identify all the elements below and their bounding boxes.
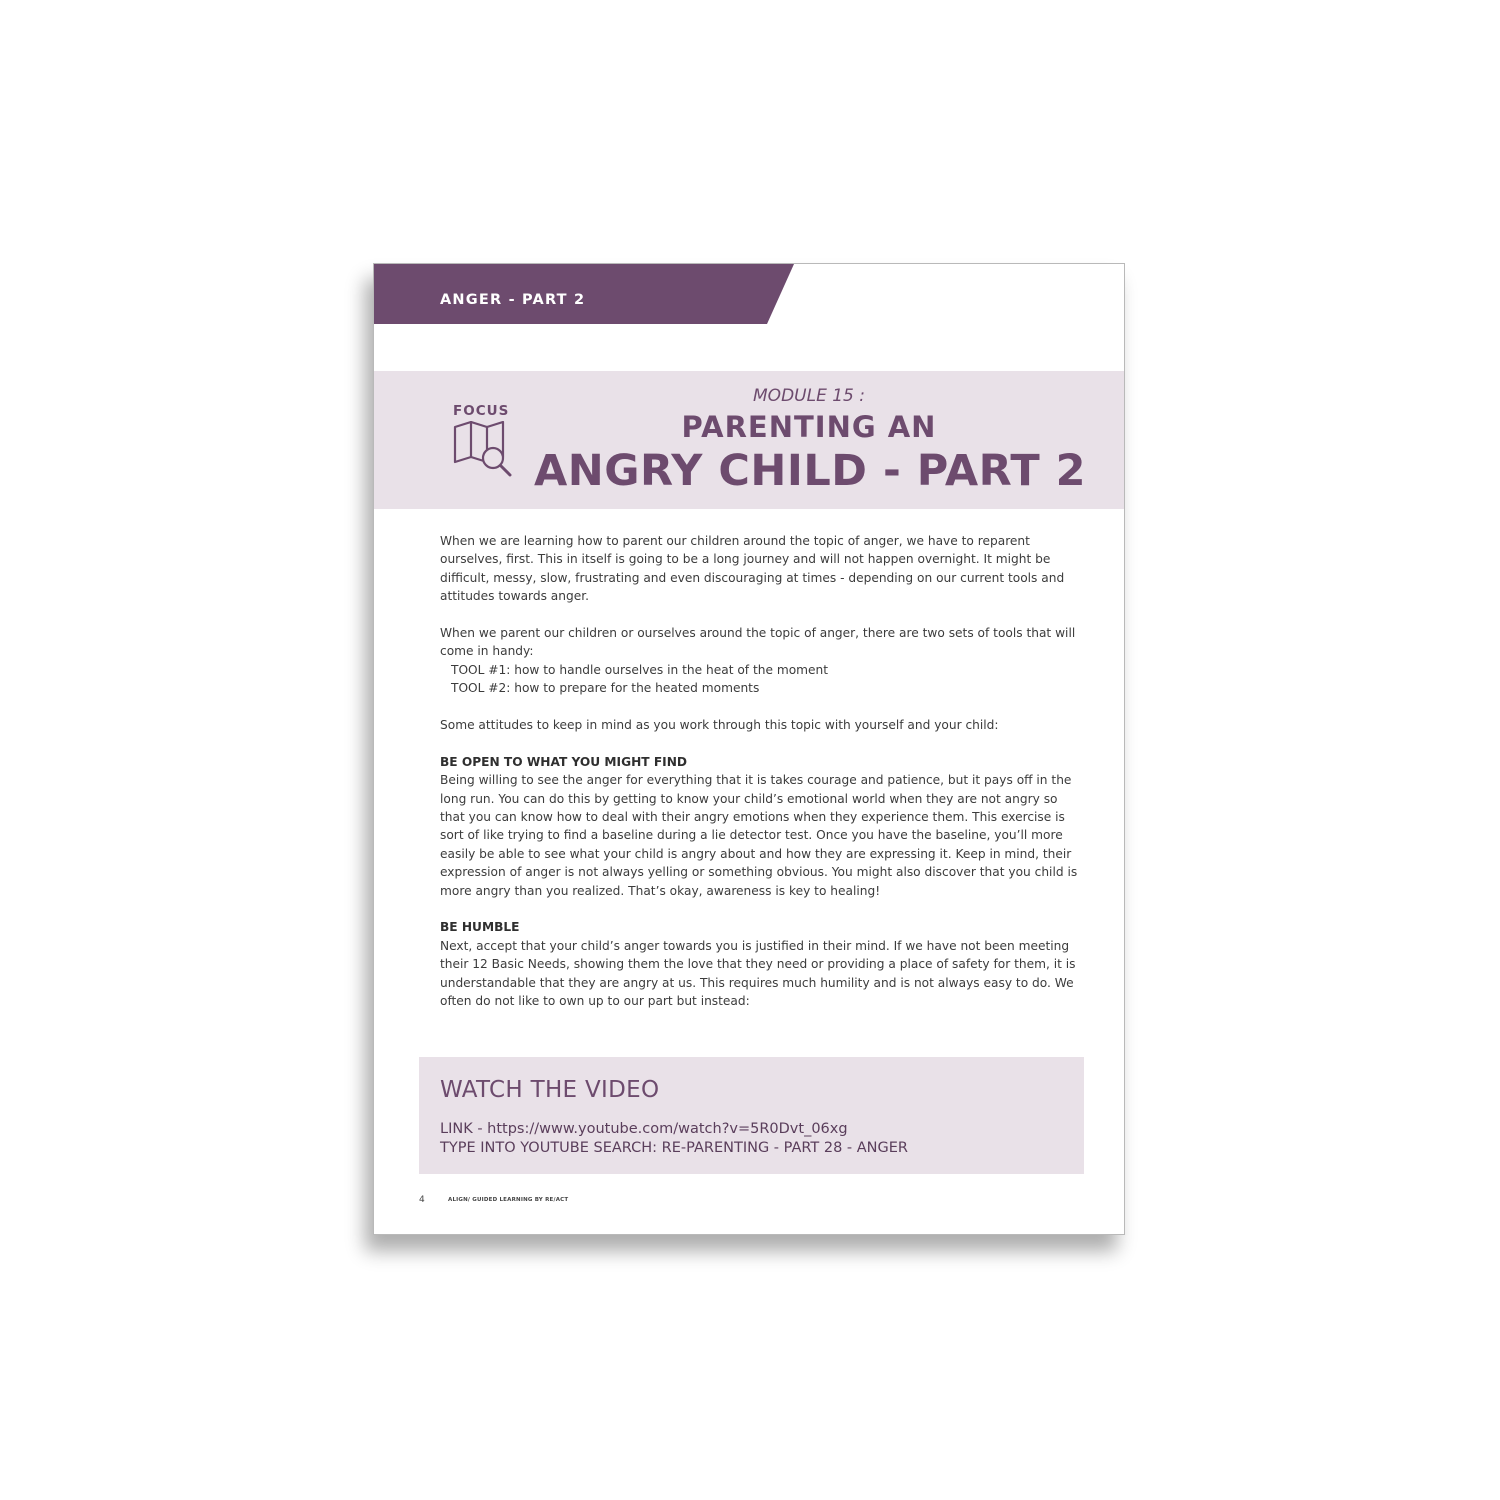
attitudes-intro: Some attitudes to keep in mind as you work through this topic with yourself and your child: xyxy=(440,718,999,733)
section1-heading: BE OPEN TO WHAT YOU MIGHT FIND xyxy=(440,754,688,769)
footer-publication: ALIGN/ GUIDED LEARNING BY RE/ACT xyxy=(448,1197,569,1203)
tools-paragraph xyxy=(440,624,1086,698)
section-humble xyxy=(440,918,1086,1010)
document-page xyxy=(373,263,1125,1235)
tool1-text: how to handle ourselves in the heat of the moment xyxy=(510,662,829,677)
module-number: MODULE 15 : xyxy=(753,386,865,406)
video-link[interactable]: LINK - https://www.youtube.com/watch?v=5R0Dvt_06xg xyxy=(440,1121,848,1137)
section1-text: Being willing to see the anger for everything that it is takes courage and patience, but it pays off in the long run. You can do this by getting to know your child’s emotional world when they are not angry so that you can know how to deal with their angry emotions when they experience them. This exercise is sort of like trying to find a baseline during a lie detector test. Once you have the baseline, you’ll more easily be able to see what your child is angry about and how they are expressing it. Keep in mind, their expression of anger is not always yelling or something obvious. You might also discover that you child is more angry than you realized. That’s okay, awareness is key to healing! xyxy=(440,773,1078,898)
section2-heading: BE HUMBLE xyxy=(440,920,520,935)
page-title-line2: ANGRY CHILD - PART 2 xyxy=(533,446,1087,496)
map-magnifier-icon xyxy=(453,421,515,477)
tool2-line xyxy=(440,679,1086,697)
page-title-line1: PARENTING AN xyxy=(681,410,937,444)
tool2-label: TOOL #2: xyxy=(451,681,511,696)
intro-paragraph: When we are learning how to parent our children around the topic of anger, we have to reparent ourselves, first. This in itself is going to be a long journey and will not happen overnight. It might be difficult, messy, slow, frustrating and even discouraging at times - depending on our current tools and attitudes towards anger. xyxy=(440,534,1065,604)
video-title: WATCH THE VIDEO xyxy=(440,1077,660,1103)
watch-video-box xyxy=(419,1057,1084,1174)
video-search-instruction: TYPE INTO YOUTUBE SEARCH: RE-PARENTING - PART 28 - ANGER xyxy=(440,1140,908,1156)
section-open xyxy=(440,753,1086,900)
focus-label: FOCUS xyxy=(453,403,510,419)
header-tab-label: ANGER - PART 2 xyxy=(440,292,586,308)
tool2-text: how to prepare for the heated moments xyxy=(510,681,760,696)
section2-text: Next, accept that your child’s anger towards you is justified in their mind. If we have not been meeting their 12 Basic Needs, showing them the love that they need or providing a place of safety for them, it is understandable that they are angry at us. This requires much humility and is not always easy to do. We often do not like to own up to our part but instead: xyxy=(440,938,1076,1009)
body-content xyxy=(440,532,1086,1029)
tool1-line xyxy=(440,661,1086,679)
tools-intro: When we parent our children or ourselves around the topic of anger, there are two sets of tools that will come in handy: xyxy=(440,626,1076,659)
page-number: 4 xyxy=(419,1195,425,1205)
tool1-label: TOOL #1: xyxy=(451,662,511,677)
